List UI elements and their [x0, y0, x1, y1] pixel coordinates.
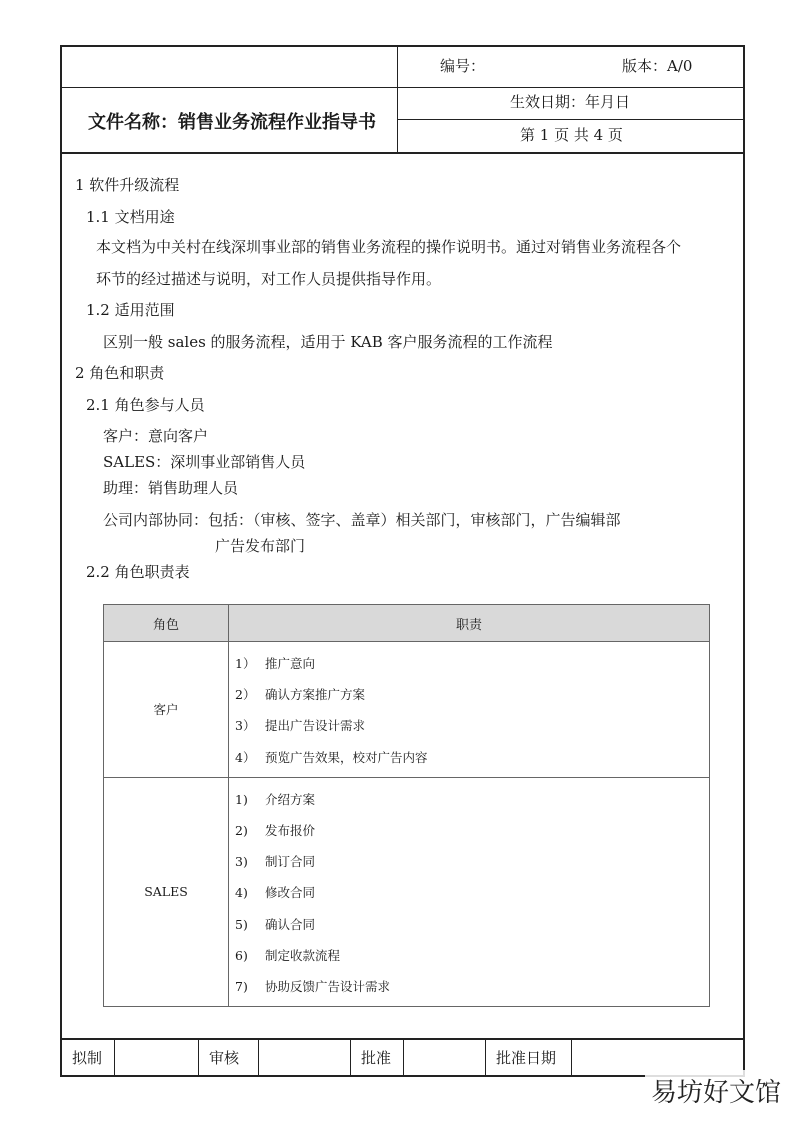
duty-number: 2）	[235, 687, 256, 703]
header-divider-top	[60, 87, 745, 88]
duty-item	[229, 710, 709, 741]
duty-number: 1）	[235, 656, 256, 671]
watermark-text: 易坊好文馆	[645, 1070, 787, 1111]
approved-label: 批准	[351, 1040, 404, 1075]
role-sales: SALES：深圳事业部销售人员	[103, 453, 306, 471]
duty-item	[229, 971, 709, 1002]
role-responsibility-table	[103, 604, 710, 1007]
role-cell: 客户	[104, 642, 229, 778]
duty-text: 制定收款流程	[265, 947, 341, 963]
table-header-row	[104, 605, 710, 642]
duty-number: 4)	[235, 885, 248, 901]
drafted-label: 拟制	[62, 1040, 115, 1075]
duty-item	[229, 909, 709, 940]
role-internal-line-1: 公司内部协同：包括：（审核、签字、盖章）相关部门，审核部门，广告编辑部	[103, 511, 621, 529]
role-cell: SALES	[104, 777, 229, 1006]
section-1-1-paragraph-line-1: 本文档为中关村在线深圳事业部的销售业务流程的操作说明书。通过对销售业务流程各个	[96, 238, 682, 256]
table-row	[104, 642, 710, 778]
role-customer: 客户：意向客户	[103, 427, 209, 445]
duty-list	[229, 778, 709, 1006]
page-info: 第 1 页 共 4 页	[520, 126, 623, 144]
duty-item	[229, 815, 709, 846]
duty-item	[229, 846, 709, 877]
duty-item	[229, 877, 709, 908]
duties-cell	[229, 777, 710, 1006]
duty-text: 修改合同	[265, 885, 316, 901]
section-2-heading: 2 角色和职责	[75, 364, 165, 382]
section-1-1-heading: 1.1 文档用途	[86, 208, 175, 226]
duty-number: 3)	[235, 854, 248, 870]
duty-text: 协助反馈广告设计需求	[265, 978, 391, 994]
approval-date-label: 批准日期	[486, 1040, 572, 1075]
duty-item	[229, 784, 709, 815]
duty-number: 1)	[235, 791, 248, 807]
duties-cell	[229, 642, 710, 778]
table-header-role: 角色	[104, 605, 229, 642]
reviewed-label: 审核	[199, 1040, 259, 1075]
drafted-value-field[interactable]	[115, 1040, 199, 1075]
duty-text: 提出广告设计需求	[265, 718, 366, 734]
document-title: 文件名称：销售业务流程作业指导书	[88, 112, 376, 133]
duty-number: 5)	[235, 916, 248, 932]
duty-list	[229, 642, 709, 777]
duty-text: 确认合同	[265, 916, 316, 932]
duty-text: 推广意向	[265, 656, 316, 671]
duty-text: 确认方案推广方案	[265, 687, 366, 703]
header-divider-right-mid	[397, 119, 745, 120]
section-1-2-heading: 1.2 适用范围	[86, 301, 175, 319]
duty-item	[229, 648, 709, 679]
table-row	[104, 777, 710, 1006]
role-internal-line-2: 广告发布部门	[215, 537, 306, 555]
doc-number-label: 编号：	[440, 57, 486, 75]
section-1-1-paragraph-line-2: 环节的经过描述与说明，对工作人员提供指导作用。	[96, 270, 442, 288]
duty-item	[229, 940, 709, 971]
duty-number: 3）	[235, 718, 256, 734]
header-divider-bottom	[60, 152, 745, 154]
duty-number: 2)	[235, 822, 248, 838]
duty-number: 4）	[235, 749, 256, 765]
table-header-duties: 职责	[229, 605, 710, 642]
duty-text: 介绍方案	[265, 791, 316, 807]
duty-number: 6)	[235, 947, 248, 963]
section-1-heading: 1 软件升级流程	[75, 176, 180, 194]
role-assistant: 助理：销售助理人员	[103, 479, 239, 497]
duty-text: 预览广告效果，校对广告内容	[265, 749, 428, 765]
duty-text: 制订合同	[265, 854, 316, 870]
version-label: 版本：A/0	[622, 57, 693, 75]
section-1-2-paragraph: 区别一般 sales 的服务流程，适用于 KAB 客户服务流程的工作流程	[103, 333, 553, 351]
reviewed-value-field[interactable]	[259, 1040, 351, 1075]
duty-item	[229, 742, 709, 773]
section-2-2-heading: 2.2 角色职责表	[86, 563, 190, 581]
duty-item	[229, 679, 709, 710]
signoff-row	[60, 1038, 745, 1077]
header-divider-vertical	[397, 45, 398, 153]
duty-number: 7)	[235, 978, 248, 994]
section-2-1-heading: 2.1 角色参与人员	[86, 396, 205, 414]
approved-value-field[interactable]	[404, 1040, 486, 1075]
duty-text: 发布报价	[265, 822, 316, 838]
effective-date: 生效日期：年月日	[510, 93, 631, 111]
